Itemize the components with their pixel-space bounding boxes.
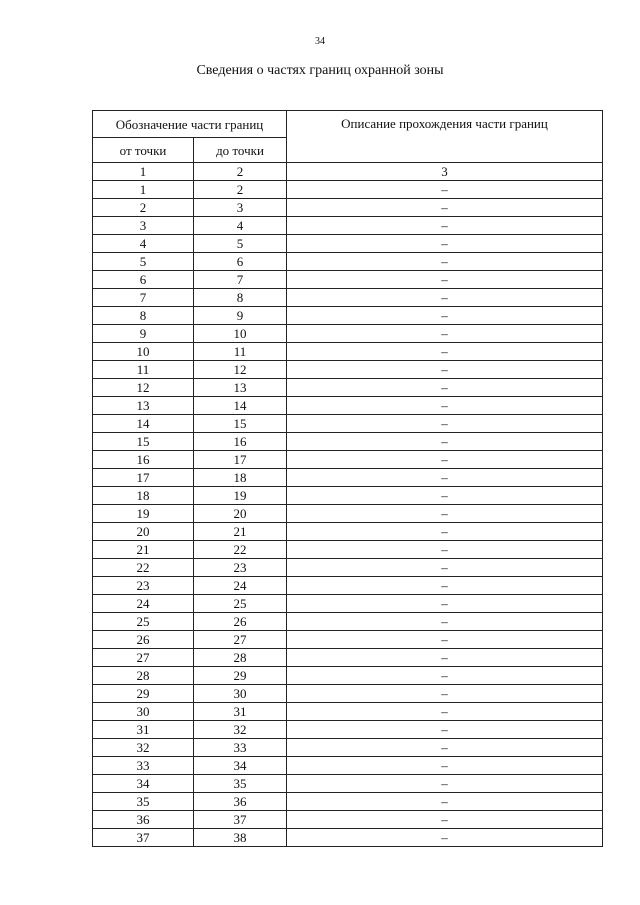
- description-cell: –: [287, 271, 603, 289]
- to-point-cell: 32: [194, 721, 287, 739]
- table-row: [93, 559, 603, 577]
- description-cell: –: [287, 685, 603, 703]
- to-point-cell: 2: [194, 181, 287, 199]
- table-row: [93, 199, 603, 217]
- boundary-parts-table: [92, 110, 603, 847]
- description-cell: –: [287, 307, 603, 325]
- to-point-cell: 12: [194, 361, 287, 379]
- from-point-cell: 37: [93, 829, 194, 847]
- from-point-cell: 23: [93, 577, 194, 595]
- description-cell: –: [287, 289, 603, 307]
- from-point-cell: 18: [93, 487, 194, 505]
- table-row: [93, 577, 603, 595]
- from-point-cell: 8: [93, 307, 194, 325]
- to-point-cell: 36: [194, 793, 287, 811]
- description-cell: –: [287, 811, 603, 829]
- table-row: [93, 181, 603, 199]
- from-point-cell: 10: [93, 343, 194, 361]
- table-row: [93, 685, 603, 703]
- to-point-cell: 29: [194, 667, 287, 685]
- to-point-cell: 15: [194, 415, 287, 433]
- from-point-cell: 29: [93, 685, 194, 703]
- from-point-cell: 19: [93, 505, 194, 523]
- from-point-cell: 26: [93, 631, 194, 649]
- header-boundary-description: Описание прохождения части границ: [287, 111, 603, 163]
- description-cell: –: [287, 649, 603, 667]
- description-cell: –: [287, 325, 603, 343]
- from-point-cell: 5: [93, 253, 194, 271]
- from-point-cell: 21: [93, 541, 194, 559]
- description-cell: –: [287, 487, 603, 505]
- table-row: [93, 361, 603, 379]
- to-point-cell: 21: [194, 523, 287, 541]
- to-point-cell: 22: [194, 541, 287, 559]
- column-index-cell: 1: [93, 163, 194, 181]
- from-point-cell: 2: [93, 199, 194, 217]
- to-point-cell: 9: [194, 307, 287, 325]
- table-row: [93, 721, 603, 739]
- description-cell: –: [287, 235, 603, 253]
- description-cell: –: [287, 703, 603, 721]
- table-row: [93, 505, 603, 523]
- table-row: [93, 433, 603, 451]
- table-row: [93, 793, 603, 811]
- to-point-cell: 13: [194, 379, 287, 397]
- from-point-cell: 6: [93, 271, 194, 289]
- to-point-cell: 23: [194, 559, 287, 577]
- table-row: [93, 631, 603, 649]
- to-point-cell: 26: [194, 613, 287, 631]
- description-cell: –: [287, 559, 603, 577]
- header-from-point: от точки: [93, 138, 194, 163]
- to-point-cell: 25: [194, 595, 287, 613]
- from-point-cell: 12: [93, 379, 194, 397]
- from-point-cell: 1: [93, 181, 194, 199]
- description-cell: –: [287, 613, 603, 631]
- description-cell: –: [287, 667, 603, 685]
- table-row: [93, 523, 603, 541]
- to-point-cell: 33: [194, 739, 287, 757]
- table-row: [93, 307, 603, 325]
- description-cell: –: [287, 577, 603, 595]
- from-point-cell: 30: [93, 703, 194, 721]
- from-point-cell: 17: [93, 469, 194, 487]
- from-point-cell: 28: [93, 667, 194, 685]
- to-point-cell: 5: [194, 235, 287, 253]
- to-point-cell: 24: [194, 577, 287, 595]
- description-cell: –: [287, 379, 603, 397]
- description-cell: –: [287, 433, 603, 451]
- description-cell: –: [287, 397, 603, 415]
- to-point-cell: 14: [194, 397, 287, 415]
- from-point-cell: 4: [93, 235, 194, 253]
- to-point-cell: 20: [194, 505, 287, 523]
- description-cell: –: [287, 595, 603, 613]
- table-row: [93, 703, 603, 721]
- to-point-cell: 10: [194, 325, 287, 343]
- to-point-cell: 30: [194, 685, 287, 703]
- to-point-cell: 3: [194, 199, 287, 217]
- description-cell: –: [287, 451, 603, 469]
- to-point-cell: 6: [194, 253, 287, 271]
- to-point-cell: 35: [194, 775, 287, 793]
- from-point-cell: 32: [93, 739, 194, 757]
- table-row: [93, 325, 603, 343]
- description-cell: –: [287, 181, 603, 199]
- from-point-cell: 16: [93, 451, 194, 469]
- description-cell: –: [287, 721, 603, 739]
- description-cell: –: [287, 829, 603, 847]
- column-index-cell: 3: [287, 163, 603, 181]
- column-index-cell: 2: [194, 163, 287, 181]
- page-number: 34: [315, 36, 325, 47]
- table-row: [93, 775, 603, 793]
- description-cell: –: [287, 757, 603, 775]
- to-point-cell: 38: [194, 829, 287, 847]
- table-row: [93, 541, 603, 559]
- description-cell: –: [287, 199, 603, 217]
- table-row: [93, 757, 603, 775]
- table-row: [93, 469, 603, 487]
- description-cell: –: [287, 217, 603, 235]
- table-row: [93, 379, 603, 397]
- table-row: [93, 811, 603, 829]
- table-row: [93, 451, 603, 469]
- table-row: [93, 829, 603, 847]
- table-row: [93, 487, 603, 505]
- table-row: [93, 613, 603, 631]
- table-row: [93, 253, 603, 271]
- from-point-cell: 13: [93, 397, 194, 415]
- description-cell: –: [287, 793, 603, 811]
- from-point-cell: 7: [93, 289, 194, 307]
- table-row: [93, 271, 603, 289]
- to-point-cell: 8: [194, 289, 287, 307]
- to-point-cell: 34: [194, 757, 287, 775]
- to-point-cell: 28: [194, 649, 287, 667]
- from-point-cell: 36: [93, 811, 194, 829]
- table-row: [93, 397, 603, 415]
- column-index-row: [93, 163, 603, 181]
- from-point-cell: 9: [93, 325, 194, 343]
- from-point-cell: 27: [93, 649, 194, 667]
- table-row: [93, 235, 603, 253]
- from-point-cell: 31: [93, 721, 194, 739]
- table-row: [93, 739, 603, 757]
- to-point-cell: 16: [194, 433, 287, 451]
- table-body: [93, 163, 603, 847]
- to-point-cell: 4: [194, 217, 287, 235]
- from-point-cell: 15: [93, 433, 194, 451]
- to-point-cell: 19: [194, 487, 287, 505]
- description-cell: –: [287, 253, 603, 271]
- header-boundary-designation: Обозначение части границ: [93, 111, 287, 138]
- document-title: Сведения о частях границ охранной зоны: [196, 63, 444, 78]
- to-point-cell: 11: [194, 343, 287, 361]
- table-row: [93, 343, 603, 361]
- from-point-cell: 35: [93, 793, 194, 811]
- description-cell: –: [287, 415, 603, 433]
- to-point-cell: 18: [194, 469, 287, 487]
- table-row: [93, 415, 603, 433]
- description-cell: –: [287, 631, 603, 649]
- to-point-cell: 17: [194, 451, 287, 469]
- to-point-cell: 37: [194, 811, 287, 829]
- header-to-point: до точки: [194, 138, 287, 163]
- description-cell: –: [287, 739, 603, 757]
- from-point-cell: 22: [93, 559, 194, 577]
- table-row: [93, 289, 603, 307]
- from-point-cell: 33: [93, 757, 194, 775]
- description-cell: –: [287, 541, 603, 559]
- from-point-cell: 3: [93, 217, 194, 235]
- from-point-cell: 20: [93, 523, 194, 541]
- table-row: [93, 667, 603, 685]
- to-point-cell: 7: [194, 271, 287, 289]
- table-row: [93, 217, 603, 235]
- table-row: [93, 595, 603, 613]
- from-point-cell: 14: [93, 415, 194, 433]
- description-cell: –: [287, 505, 603, 523]
- from-point-cell: 24: [93, 595, 194, 613]
- description-cell: –: [287, 361, 603, 379]
- to-point-cell: 31: [194, 703, 287, 721]
- to-point-cell: 27: [194, 631, 287, 649]
- from-point-cell: 11: [93, 361, 194, 379]
- description-cell: –: [287, 775, 603, 793]
- table-row: [93, 649, 603, 667]
- description-cell: –: [287, 523, 603, 541]
- description-cell: –: [287, 343, 603, 361]
- description-cell: –: [287, 469, 603, 487]
- from-point-cell: 34: [93, 775, 194, 793]
- from-point-cell: 25: [93, 613, 194, 631]
